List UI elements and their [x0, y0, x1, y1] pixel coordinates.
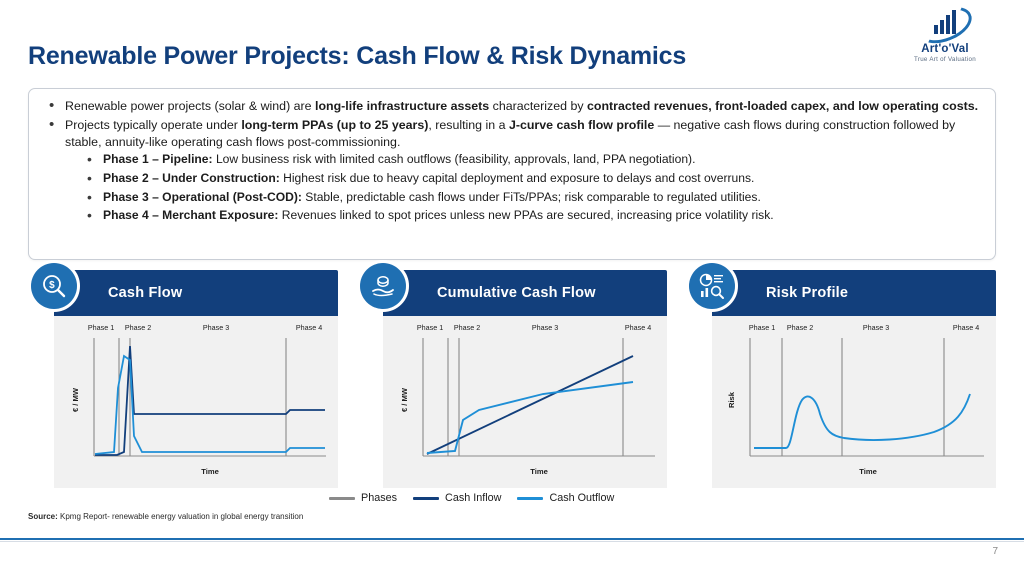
y-axis-label: € / MW — [71, 387, 80, 413]
phase-label: Phase 3 — [202, 323, 230, 332]
chart-legend — [329, 492, 669, 504]
key-points-panel — [28, 88, 996, 260]
card-title: Risk Profile — [766, 285, 849, 301]
legend-item — [329, 492, 397, 504]
bullet-list — [43, 98, 981, 224]
x-axis-label: Time — [530, 467, 548, 476]
card-title: Cumulative Cash Flow — [437, 285, 596, 301]
source-label: Source: — [28, 512, 58, 521]
phase-label: Phase 4 — [624, 323, 652, 332]
bar-chart-swoosh-icon — [890, 8, 1000, 42]
sub-bullet-item — [79, 171, 981, 187]
footer-rule-secondary — [0, 541, 1024, 542]
legend-item — [413, 492, 501, 504]
card-title: Cash Flow — [108, 285, 183, 301]
legend-item — [517, 492, 614, 504]
card-header — [383, 270, 667, 316]
logo-tagline: True Art of Valuation — [913, 56, 976, 63]
bullet-emphasis: Phase 3 – Operational (Post-COD): — [103, 189, 302, 204]
chart-cash-flow — [54, 316, 338, 488]
source-text: Kpmg Report- renewable energy valuation in global energy transition — [57, 512, 304, 521]
brand-logo — [890, 8, 1000, 63]
charts-row — [28, 270, 996, 500]
bullet-text: Highest risk due to heavy capital deployment and exposure to delays and cost overruns. — [279, 170, 755, 185]
bullet-emphasis: contracted revenues, front-loaded capex, and low operating costs. — [587, 99, 979, 113]
logo-name: Art'o'Val — [921, 43, 969, 55]
bullet-text: characterized by — [489, 99, 587, 113]
page-number: 7 — [992, 546, 998, 557]
x-axis-label: Time — [201, 467, 219, 476]
hand-coins-icon — [357, 260, 409, 312]
footer-rule — [0, 538, 1024, 540]
y-axis-label: € / MW — [400, 387, 409, 413]
bullet-text: Stable, predictable cash flows under FiTs/PPAs; risk comparable to regulated utilities. — [301, 189, 761, 204]
phase-label: Phase 3 — [531, 323, 559, 332]
legend-swatch — [517, 497, 543, 500]
phase-label: Phase 1 — [748, 323, 776, 332]
phase-label: Phase 4 — [295, 323, 323, 332]
legend-swatch — [329, 497, 355, 500]
bullet-item — [43, 117, 981, 224]
legend-label: Cash Outflow — [549, 492, 615, 504]
money-magnifier-icon — [28, 260, 80, 312]
bullet-emphasis: J-curve cash flow profile — [508, 118, 655, 133]
card-cash-flow — [28, 270, 338, 500]
card-header — [712, 270, 996, 316]
bullet-emphasis: Phase 2 – Under Construction: — [103, 170, 280, 185]
source-note — [28, 512, 303, 521]
chart-cumulative-cash-flow — [383, 316, 667, 488]
bullet-text: Projects typically operate under — [65, 118, 242, 133]
bullet-emphasis: Phase 4 – Merchant Exposure: — [103, 208, 279, 223]
page-title: Renewable Power Projects: Cash Flow & Risk Dynamics — [28, 42, 687, 70]
phase-label: Phase 2 — [453, 323, 481, 332]
risk-dashboard-icon — [686, 260, 738, 312]
sub-bullet-list — [65, 152, 981, 224]
bullet-text: Renewable power projects (solar & wind) are — [65, 99, 315, 113]
card-cumulative-cash-flow — [357, 270, 667, 500]
legend-swatch — [413, 497, 439, 500]
legend-label: Cash Inflow — [445, 492, 502, 504]
sub-bullet-item — [79, 152, 981, 168]
y-axis-label: Risk — [727, 391, 736, 409]
x-axis-label: Time — [859, 467, 877, 476]
phase-label: Phase 1 — [416, 323, 444, 332]
card-risk-profile — [686, 270, 996, 500]
svg-text:$: $ — [49, 280, 55, 291]
bullet-emphasis: long-life infrastructure assets — [315, 99, 490, 113]
bullet-text: Low business risk with limited cash outflows (feasibility, approvals, land, PPA negotiation). — [212, 152, 696, 167]
chart-risk-profile — [712, 316, 996, 488]
bullet-emphasis: long-term PPAs (up to 25 years) — [241, 118, 429, 133]
bullet-emphasis: Phase 1 – Pipeline: — [103, 152, 213, 167]
bullet-item — [43, 98, 981, 114]
card-header — [49, 270, 338, 316]
legend-label: Phases — [361, 492, 398, 504]
sub-bullet-item — [79, 190, 981, 206]
phase-label: Phase 3 — [862, 323, 890, 332]
sub-bullet-item — [79, 208, 981, 224]
bullet-text: , resulting in a — [428, 118, 509, 133]
phase-label: Phase 1 — [87, 323, 115, 332]
phase-label: Phase 2 — [786, 323, 814, 332]
phase-label: Phase 2 — [124, 323, 152, 332]
bullet-text: Revenues linked to spot prices unless new PPAs are secured, increasing price volatility risk. — [278, 208, 774, 223]
phase-label: Phase 4 — [952, 323, 980, 332]
bullet-text: — negative cash flows during construction followed by stable, annuity-like operating cash flows post-commissioning. — [65, 118, 956, 149]
